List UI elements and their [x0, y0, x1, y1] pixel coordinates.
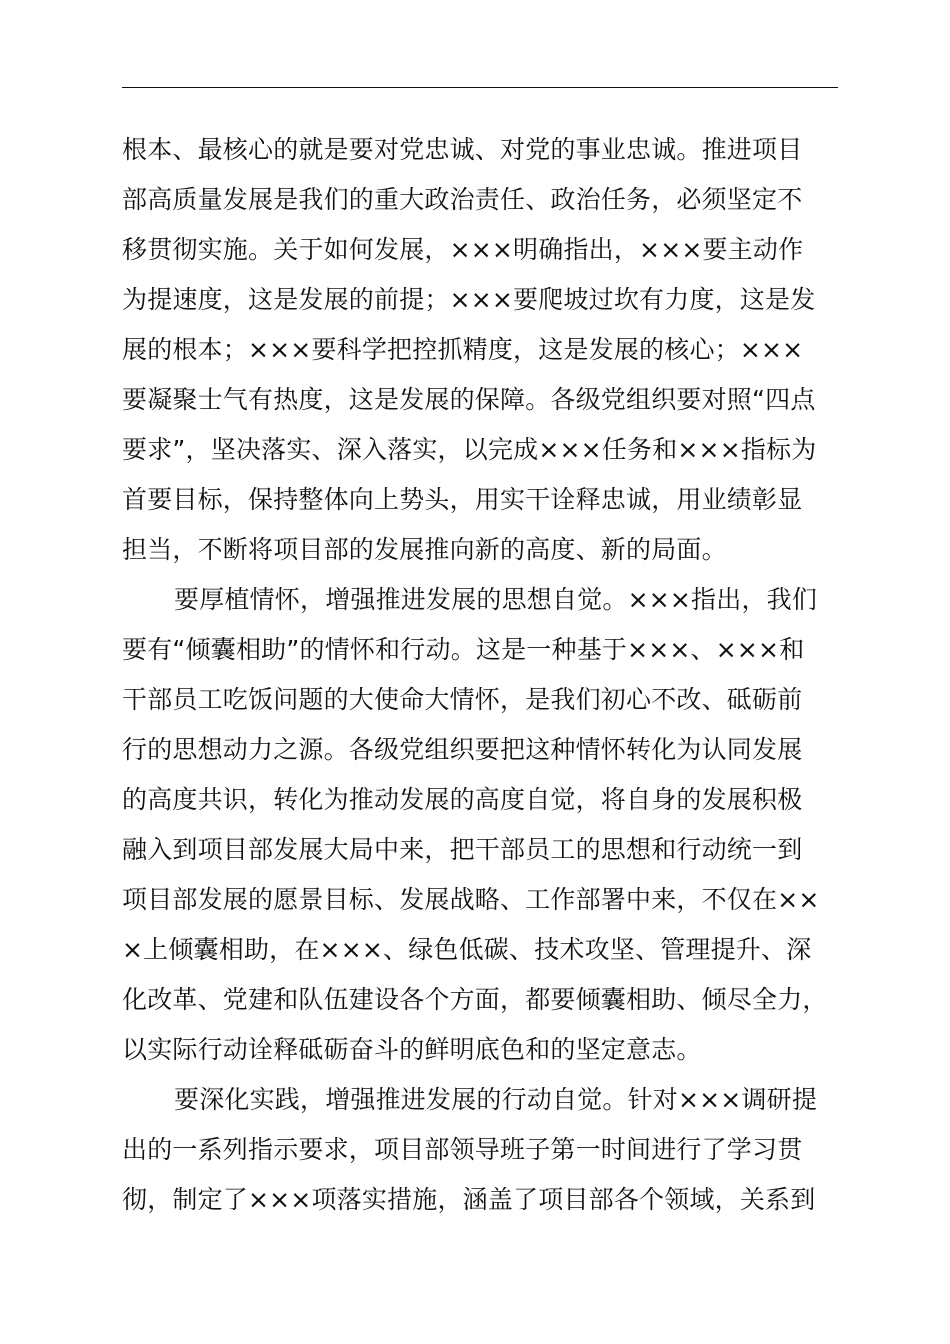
paragraph-first-line: 要厚植情怀，增强推进发展的思想自觉。×××指出，我们	[174, 585, 818, 614]
text-line: 彻，制定了×××项落实措施，涵盖了项目部各个领域，关系到	[122, 1185, 816, 1214]
text-line: 展的根本；×××要科学把控抓精度，这是发展的核心；×××	[122, 335, 804, 364]
text-line: 出的一系列指示要求，项目部领导班子第一时间进行了学习贯	[122, 1135, 803, 1164]
text-line: 为提速度，这是发展的前提；×××要爬坡过坎有力度，这是发	[122, 285, 816, 314]
paragraph-first-line: 要深化实践，增强推进发展的行动自觉。针对×××调研提	[174, 1085, 818, 1114]
text-line: 干部员工吃饭问题的大使命大情怀，是我们初心不改、砥砺前	[122, 685, 803, 714]
text-line: 部高质量发展是我们的重大政治责任、政治任务，必须坚定不	[122, 185, 803, 214]
text-line: ×上倾囊相助，在×××、绿色低碳、技术攻坚、管理提升、深	[122, 935, 812, 964]
text-line: 行的思想动力之源。各级党组织要把这种情怀转化为认同发展	[122, 735, 803, 764]
text-line: 要求”，坚决落实、深入落实，以完成×××任务和×××指标为	[122, 435, 817, 464]
text-line: 首要目标，保持整体向上势头，用实干诠释忠诚，用业绩彰显	[122, 485, 803, 514]
text-line: 要有“倾囊相助”的情怀和行动。这是一种基于×××、×××和	[122, 635, 805, 664]
text-line: 的高度共识，转化为推动发展的高度自觉，将自身的发展积极	[122, 785, 803, 814]
text-line: 根本、最核心的就是要对党忠诚、对党的事业忠诚。推进项目	[122, 135, 803, 164]
text-line: 融入到项目部发展大局中来，把干部员工的思想和行动统一到	[122, 835, 803, 864]
text-line: 担当，不断将项目部的发展推向新的高度、新的局面。	[122, 535, 727, 564]
text-line: 要凝聚士气有热度，这是发展的保障。各级党组织要对照“四点	[122, 385, 816, 414]
text-line: 移贯彻实施。关于如何发展，×××明确指出，×××要主动作	[122, 235, 804, 264]
text-line: 以实际行动诠释砥砺奋斗的鲜明底色和的坚定意志。	[122, 1035, 702, 1064]
text-line: 项目部发展的愿景目标、发展战略、工作部署中来，不仅在××	[122, 885, 820, 914]
body-text	[122, 125, 862, 1225]
text-line: 化改革、党建和队伍建设各个方面，都要倾囊相助、倾尽全力，	[122, 985, 828, 1014]
header-rule	[122, 87, 838, 88]
